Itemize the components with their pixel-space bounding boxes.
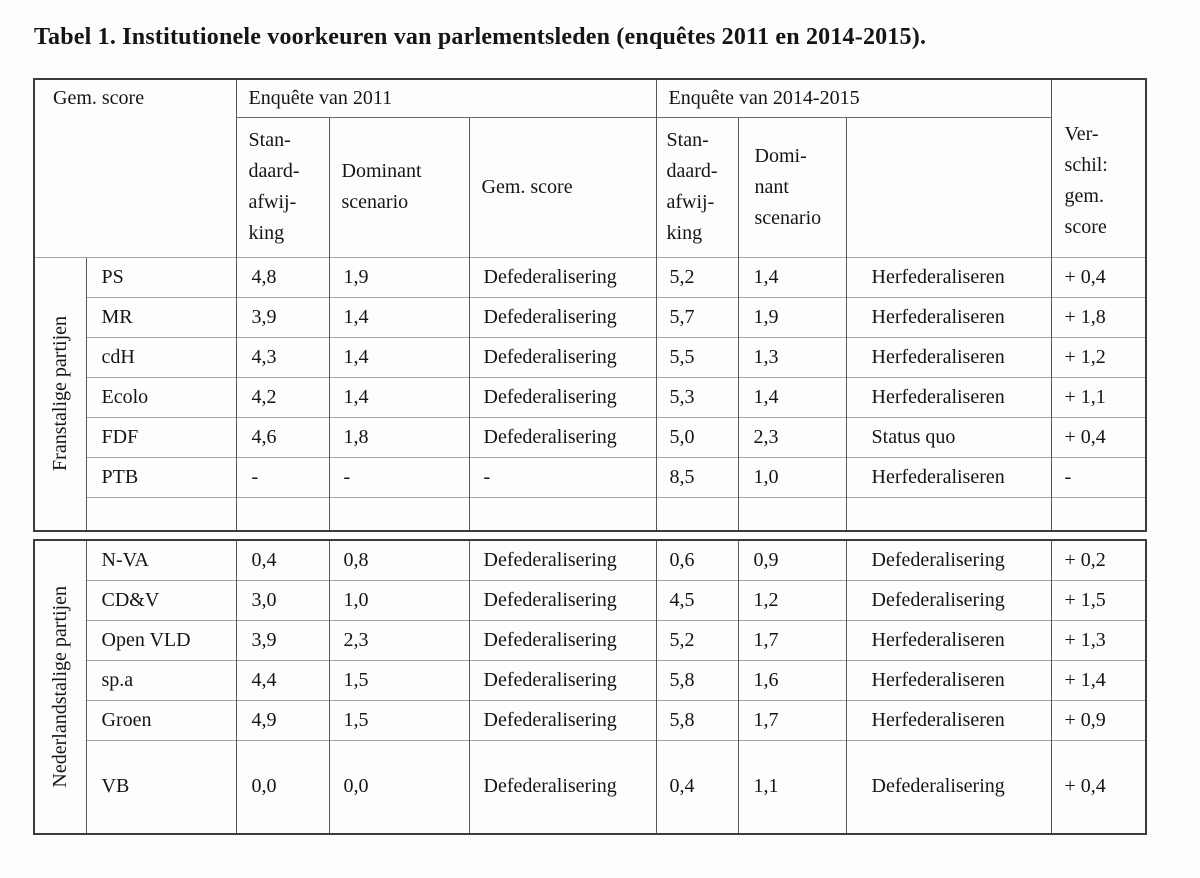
party-name: PS (86, 257, 236, 297)
std-dev-2014-value: 0,6 (656, 540, 738, 580)
dominant-2011-value: 1,0 (329, 580, 469, 620)
table-row (34, 457, 1146, 497)
std-dev-2011-value: 4,9 (236, 700, 329, 740)
scenario-2011-value: Defederalisering (469, 297, 656, 337)
scenario-2011-value: - (469, 457, 656, 497)
table-row (34, 297, 1146, 337)
diff-value: + 0,4 (1051, 740, 1146, 834)
scenario-2014-header-empty (846, 117, 1051, 257)
dominant-2011-value: 1,4 (329, 297, 469, 337)
party-name: PTB (86, 457, 236, 497)
dominant-2011-value: 1,8 (329, 417, 469, 457)
scenario-2014-value: Herfederaliseren (846, 377, 1051, 417)
mean-score-2011-header: Gem. score (469, 117, 656, 257)
party-name: sp.a (86, 660, 236, 700)
dominant-2011-value: 0,8 (329, 540, 469, 580)
diff-value: + 1,1 (1051, 377, 1146, 417)
diff-value: + 1,5 (1051, 580, 1146, 620)
std-dev-2011-value: 4,3 (236, 337, 329, 377)
std-dev-2014-value: 5,0 (656, 417, 738, 457)
std-dev-2011-value: 4,8 (236, 257, 329, 297)
std-dev-2014-value: 4,5 (656, 580, 738, 620)
dominant-2011-value: - (329, 457, 469, 497)
scenario-2014-value: Defederalisering (846, 540, 1051, 580)
scenario-2011-value: Defederalisering (469, 740, 656, 834)
dominant-scenario-2014-header: Domi- nant scenario (738, 117, 846, 257)
scenario-2011-value: Defederalisering (469, 540, 656, 580)
diff-header: Ver- schil: gem. score (1051, 79, 1146, 257)
std-dev-2011-value: 0,0 (236, 740, 329, 834)
scenario-2014-value: Status quo (846, 417, 1051, 457)
empty-row (34, 497, 1146, 531)
diff-value: + 0,4 (1051, 417, 1146, 457)
table-row (34, 257, 1146, 297)
party-name: N-VA (86, 540, 236, 580)
scenario-2014-value: Herfederaliseren (846, 257, 1051, 297)
std-dev-2014-value: 0,4 (656, 740, 738, 834)
scenario-2014-value: Herfederaliseren (846, 297, 1051, 337)
scenario-2014-value: Herfederaliseren (846, 660, 1051, 700)
dominant-2011-value: 1,9 (329, 257, 469, 297)
scenario-2011-value: Defederalisering (469, 257, 656, 297)
survey-2011-header: Enquête van 2011 (236, 79, 656, 117)
group-label-franstalige: Franstalige partijen (48, 316, 71, 472)
dominant-2014-value: 1,1 (738, 740, 846, 834)
dominant-scenario-2011-header: Dominant scenario (329, 117, 469, 257)
scenario-2014-value: Herfederaliseren (846, 457, 1051, 497)
scenario-2011-value: Defederalisering (469, 700, 656, 740)
table-row (34, 700, 1146, 740)
scenario-2014-value: Herfederaliseren (846, 700, 1051, 740)
std-dev-2014-value: 5,7 (656, 297, 738, 337)
table-row (34, 660, 1146, 700)
table-row (34, 620, 1146, 660)
std-dev-2011-value: 3,0 (236, 580, 329, 620)
diff-value: + 1,4 (1051, 660, 1146, 700)
scenario-2011-value: Defederalisering (469, 417, 656, 457)
dominant-2014-value: 1,0 (738, 457, 846, 497)
dominant-2011-value: 1,5 (329, 660, 469, 700)
std-dev-2014-header: Stan- daard- afwij- king (656, 117, 738, 257)
dominant-2014-value: 1,3 (738, 337, 846, 377)
std-dev-2011-header: Stan- daard- afwij- king (236, 117, 329, 257)
party-name: CD&V (86, 580, 236, 620)
diff-value: + 1,8 (1051, 297, 1146, 337)
diff-value: + 1,2 (1051, 337, 1146, 377)
std-dev-2011-value: 4,4 (236, 660, 329, 700)
dominant-2014-value: 1,2 (738, 580, 846, 620)
dominant-2014-value: 1,9 (738, 297, 846, 337)
dominant-2014-value: 2,3 (738, 417, 846, 457)
std-dev-2014-value: 8,5 (656, 457, 738, 497)
party-name: Open VLD (86, 620, 236, 660)
party-name: cdH (86, 337, 236, 377)
std-dev-2014-value: 5,8 (656, 700, 738, 740)
std-dev-2014-value: 5,5 (656, 337, 738, 377)
section-gap (33, 532, 1147, 539)
diff-value: + 0,2 (1051, 540, 1146, 580)
scenario-2014-value: Defederalisering (846, 740, 1051, 834)
dominant-2011-value: 0,0 (329, 740, 469, 834)
std-dev-2011-value: 0,4 (236, 540, 329, 580)
corner-header: Gem. score (34, 79, 236, 257)
group-label-cell-nederlandstalige (34, 540, 86, 834)
diff-value: - (1051, 457, 1146, 497)
party-name: VB (86, 740, 236, 834)
group-label-nederlandstalige: Nederlandstalige partijen (48, 586, 71, 788)
table-row (34, 377, 1146, 417)
dominant-2014-value: 1,4 (738, 257, 846, 297)
std-dev-2011-value: 4,2 (236, 377, 329, 417)
std-dev-2014-value: 5,3 (656, 377, 738, 417)
table-row (34, 580, 1146, 620)
scenario-2011-value: Defederalisering (469, 660, 656, 700)
header-row-groups (34, 79, 1146, 117)
table-top (33, 78, 1147, 532)
std-dev-2011-value: 4,6 (236, 417, 329, 457)
party-name: FDF (86, 417, 236, 457)
scenario-2014-value: Herfederaliseren (846, 337, 1051, 377)
dominant-2011-value: 1,4 (329, 337, 469, 377)
survey-2014-header: Enquête van 2014-2015 (656, 79, 1051, 117)
party-name: Ecolo (86, 377, 236, 417)
table-row (34, 417, 1146, 457)
diff-value: + 0,9 (1051, 700, 1146, 740)
table-row (34, 740, 1146, 834)
dominant-2011-value: 1,5 (329, 700, 469, 740)
dominant-2014-value: 0,9 (738, 540, 846, 580)
scenario-2011-value: Defederalisering (469, 337, 656, 377)
std-dev-2014-value: 5,2 (656, 620, 738, 660)
table-row (34, 540, 1146, 580)
std-dev-2011-value: - (236, 457, 329, 497)
scenario-2014-value: Defederalisering (846, 580, 1051, 620)
dominant-2011-value: 1,4 (329, 377, 469, 417)
std-dev-2011-value: 3,9 (236, 620, 329, 660)
dominant-2014-value: 1,4 (738, 377, 846, 417)
party-name: Groen (86, 700, 236, 740)
table-bottom (33, 539, 1147, 835)
scenario-2011-value: Defederalisering (469, 377, 656, 417)
diff-value: + 0,4 (1051, 257, 1146, 297)
table-caption: Tabel 1. Institutionele voorkeuren van parlementsleden (enquêtes 2011 en 2014-2015). (34, 24, 927, 50)
scenario-2011-value: Defederalisering (469, 620, 656, 660)
diff-value: + 1,3 (1051, 620, 1146, 660)
party-name: MR (86, 297, 236, 337)
table-row (34, 337, 1146, 377)
std-dev-2014-value: 5,2 (656, 257, 738, 297)
scenario-2014-value: Herfederaliseren (846, 620, 1051, 660)
dominant-2011-value: 2,3 (329, 620, 469, 660)
scenario-2011-value: Defederalisering (469, 580, 656, 620)
std-dev-2011-value: 3,9 (236, 297, 329, 337)
dominant-2014-value: 1,7 (738, 620, 846, 660)
dominant-2014-value: 1,6 (738, 660, 846, 700)
preferences-table (33, 78, 1147, 835)
group-label-cell-franstalige (34, 257, 86, 531)
std-dev-2014-value: 5,8 (656, 660, 738, 700)
dominant-2014-value: 1,7 (738, 700, 846, 740)
